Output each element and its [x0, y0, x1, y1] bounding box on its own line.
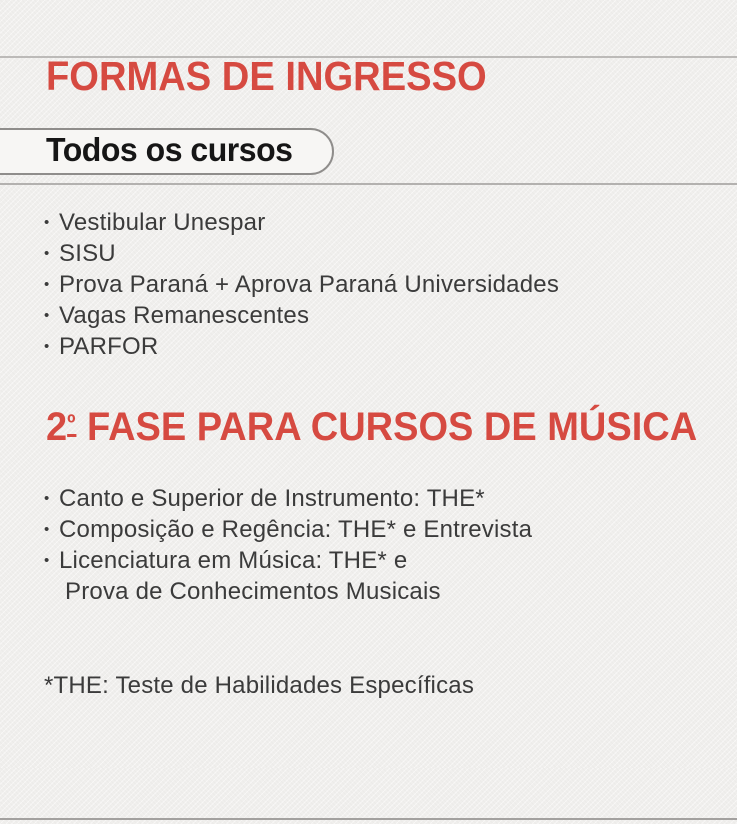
list-item-line2: Prova de Conhecimentos Musicais [65, 578, 441, 606]
list-item-composicao [44, 514, 737, 545]
section-divider [0, 183, 737, 185]
page-title-text: FORMAS DE INGRESSO [46, 53, 487, 99]
list-item-line1: Licenciatura em Música: THE* e [59, 547, 408, 575]
list-item-text: PARFOR [59, 333, 159, 360]
list-music-phase [44, 483, 737, 607]
list-item-text: SISU [59, 240, 116, 267]
bullet-icon: • [44, 338, 50, 355]
list-item-text: Vagas Remanescentes [59, 302, 310, 329]
bottom-divider [0, 818, 737, 820]
ordinal-number: 2 [46, 405, 68, 450]
list-item-text: Prova Paraná + Aprova Paraná Universidades [59, 271, 560, 298]
bullet-icon: • [44, 307, 50, 324]
list-item-vestibular [44, 207, 737, 238]
list-item-text: Vestibular Unespar [59, 209, 266, 236]
list-item-prova-parana [44, 269, 737, 300]
list-item-licenciatura [44, 545, 737, 607]
bullet-icon: • [44, 490, 50, 508]
footnote: *THE: Teste de Habilidades Específicas [44, 672, 475, 700]
list-item-text: Canto e Superior de Instrumento: THE* [59, 485, 485, 513]
bullet-icon: • [44, 552, 50, 570]
list-item-text: Composição e Regência: THE* e Entrevista [59, 516, 533, 544]
list-item-vagas-remanescentes [44, 300, 737, 331]
ordinal-indicator: º [67, 410, 77, 437]
section-title-music [46, 404, 737, 450]
bullet-icon: • [44, 521, 50, 539]
page-root [0, 53, 737, 824]
list-item-canto [44, 483, 737, 514]
list-item-sisu [44, 238, 737, 269]
bullet-icon: • [44, 214, 50, 231]
list-item-text [59, 545, 441, 607]
section-title-rest: FASE PARA CURSOS DE MÚSICA [76, 405, 698, 450]
list-all-courses [44, 207, 737, 362]
tab-todos-os-cursos [0, 128, 334, 175]
bullet-icon: • [44, 245, 50, 262]
list-item-parfor [44, 331, 737, 362]
bullet-icon: • [44, 276, 50, 293]
page-title [46, 53, 737, 99]
section-title-music-text [46, 404, 698, 450]
tab-todos-os-cursos-label: Todos os cursos [46, 131, 293, 168]
